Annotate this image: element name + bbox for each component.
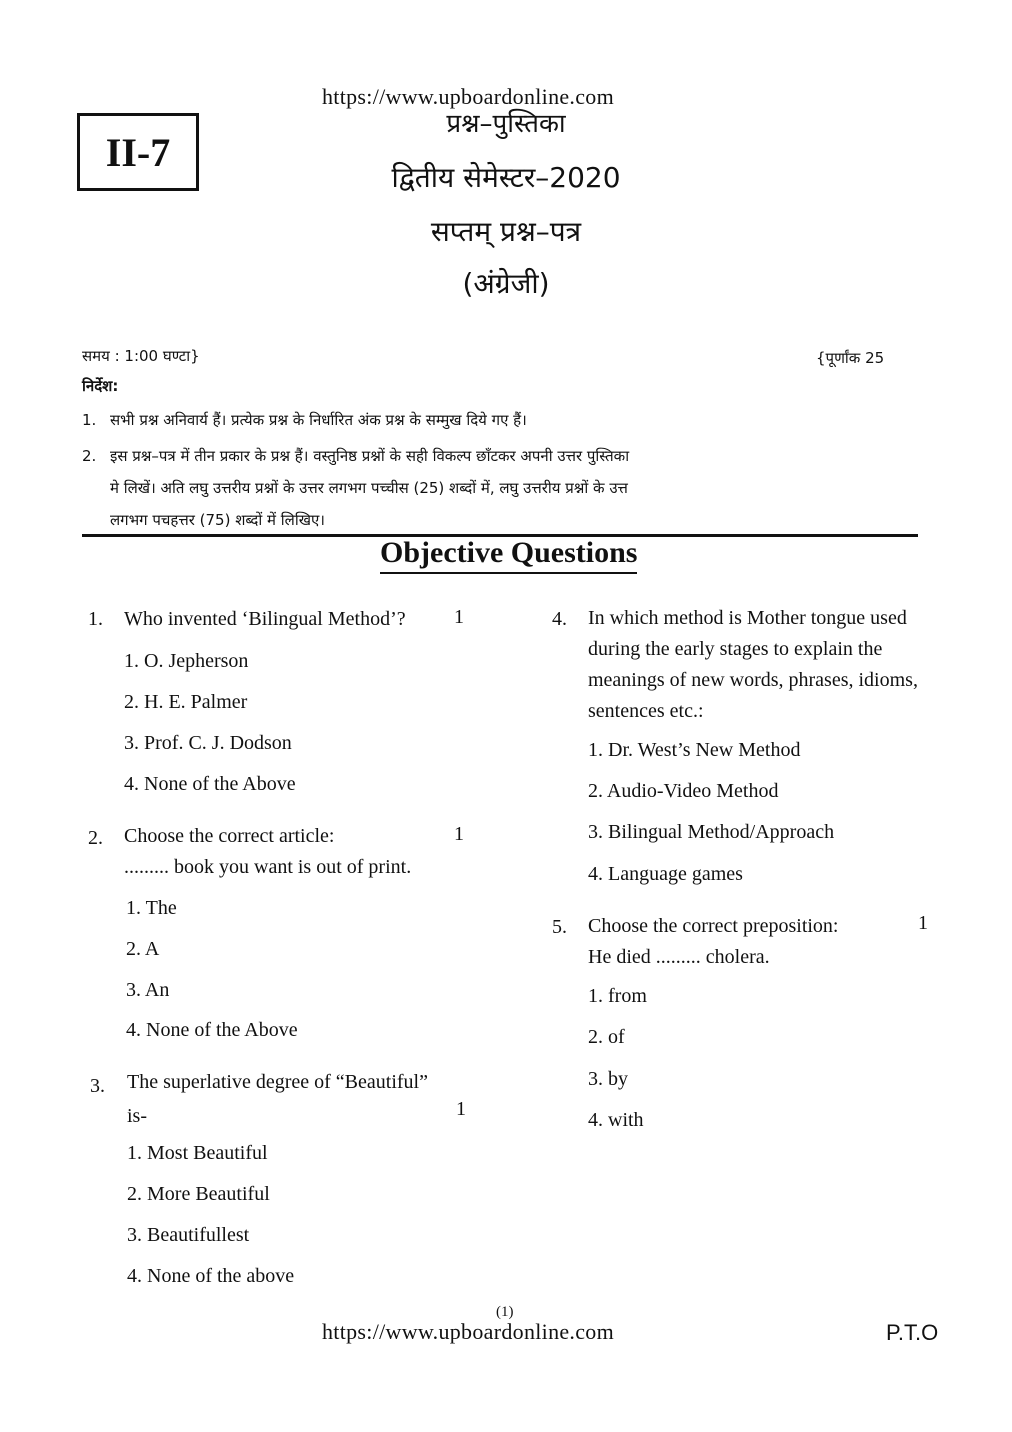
answer-option: 2. Audio-Video Method (588, 780, 779, 802)
question-mark: 1 (454, 823, 464, 845)
answer-option: 2. H. E. Palmer (124, 691, 248, 713)
answer-option: 3. by (588, 1068, 628, 1090)
question-number: 2. (88, 827, 103, 849)
instruction-text: लगभग पचहत्तर (75) शब्दों में लिखिए। (110, 511, 325, 529)
question-text: during the early stages to explain the (588, 638, 883, 660)
semester-title: द्वितीय सेमेस्टर–2020 (391, 161, 621, 194)
booklet-title: प्रश्न–पुस्तिका (446, 109, 566, 139)
answer-option: 4. None of the above (127, 1265, 295, 1287)
question-number: 1. (88, 608, 103, 630)
paper-code: II-7 (105, 129, 171, 175)
answer-option: 3. Bilingual Method/Approach (588, 821, 835, 843)
footer-url[interactable]: https://www.upboardonline.com (322, 1319, 615, 1344)
question-text: The superlative degree of “Beautiful” (127, 1071, 428, 1093)
page-number: (1) (496, 1304, 514, 1320)
question-text: is- (127, 1105, 147, 1127)
answer-option: 1. Dr. West’s New Method (588, 739, 801, 761)
answer-option: 3. Beautifullest (127, 1224, 250, 1246)
question-mark: 1 (918, 912, 928, 934)
section-title: Objective Questions (380, 536, 637, 574)
answer-option: 2. of (588, 1026, 625, 1048)
question-text: He died ......... cholera. (588, 946, 770, 968)
max-marks: {पूर्णांक 25 (816, 349, 885, 367)
instruction-text: इस प्रश्न–पत्र में तीन प्रकार के प्रश्न हैं। वस्तुनिष्ठ प्रश्नों के सही विकल्प छाँटकर अपनी उत्तर पुस्तिका (110, 447, 630, 465)
answer-option: 4. None of the Above (126, 1019, 298, 1041)
question-number: 5. (552, 916, 567, 938)
paper-title: सप्तम् प्रश्न–पत्र (430, 215, 582, 248)
instruction-num: 2. (82, 447, 97, 465)
question-text: Choose the correct article: (124, 825, 335, 847)
header-url[interactable]: https://www.upboardonline.com (322, 84, 615, 109)
question-text: In which method is Mother tongue used (588, 607, 907, 629)
answer-option: 4. with (588, 1109, 644, 1131)
instructions-heading: निर्देश: (82, 377, 119, 395)
question-text: ......... book you want is out of print. (124, 856, 412, 878)
answer-option: 4. Language games (588, 863, 743, 885)
question-text: Who invented ‘Bilingual Method’? (124, 608, 406, 630)
question-text: meanings of new words, phrases, idioms, (588, 669, 918, 691)
answer-option: 3. An (126, 979, 170, 1001)
paper-code-box (77, 113, 199, 191)
answer-option: 2. More Beautiful (127, 1183, 270, 1205)
answer-option: 4. None of the Above (124, 773, 296, 795)
answer-option: 1. The (126, 897, 177, 919)
question-text: sentences etc.: (588, 700, 704, 722)
question-text: Choose the correct preposition: (588, 915, 839, 937)
pto-label: P.T.O (886, 1320, 939, 1345)
question-number: 3. (90, 1075, 105, 1097)
answer-option: 1. Most Beautiful (127, 1142, 268, 1164)
answer-option: 2. A (126, 938, 160, 960)
question-mark: 1 (456, 1098, 466, 1120)
question-number: 4. (552, 608, 567, 630)
answer-option: 1. O. Jepherson (124, 650, 249, 672)
answer-option: 1. from (588, 985, 647, 1007)
time-allowed: समय : 1:00 घण्टा} (82, 347, 200, 365)
subject-title: (अंग्रेजी) (462, 267, 550, 300)
instruction-text: सभी प्रश्न अनिवार्य हैं। प्रत्येक प्रश्न के निर्धारित अंक प्रश्न के सम्मुख दिये गए हैं। (110, 411, 527, 429)
answer-option: 3. Prof. C. J. Dodson (124, 732, 292, 754)
instruction-text: मे लिखें। अति लघु उत्तरीय प्रश्नों के उत्तर लगभग पच्चीस (25) शब्दों में, लघु उत्तरीय प्रश्नों के उत्त (110, 479, 628, 497)
instruction-num: 1. (82, 411, 97, 429)
question-mark: 1 (454, 606, 464, 628)
